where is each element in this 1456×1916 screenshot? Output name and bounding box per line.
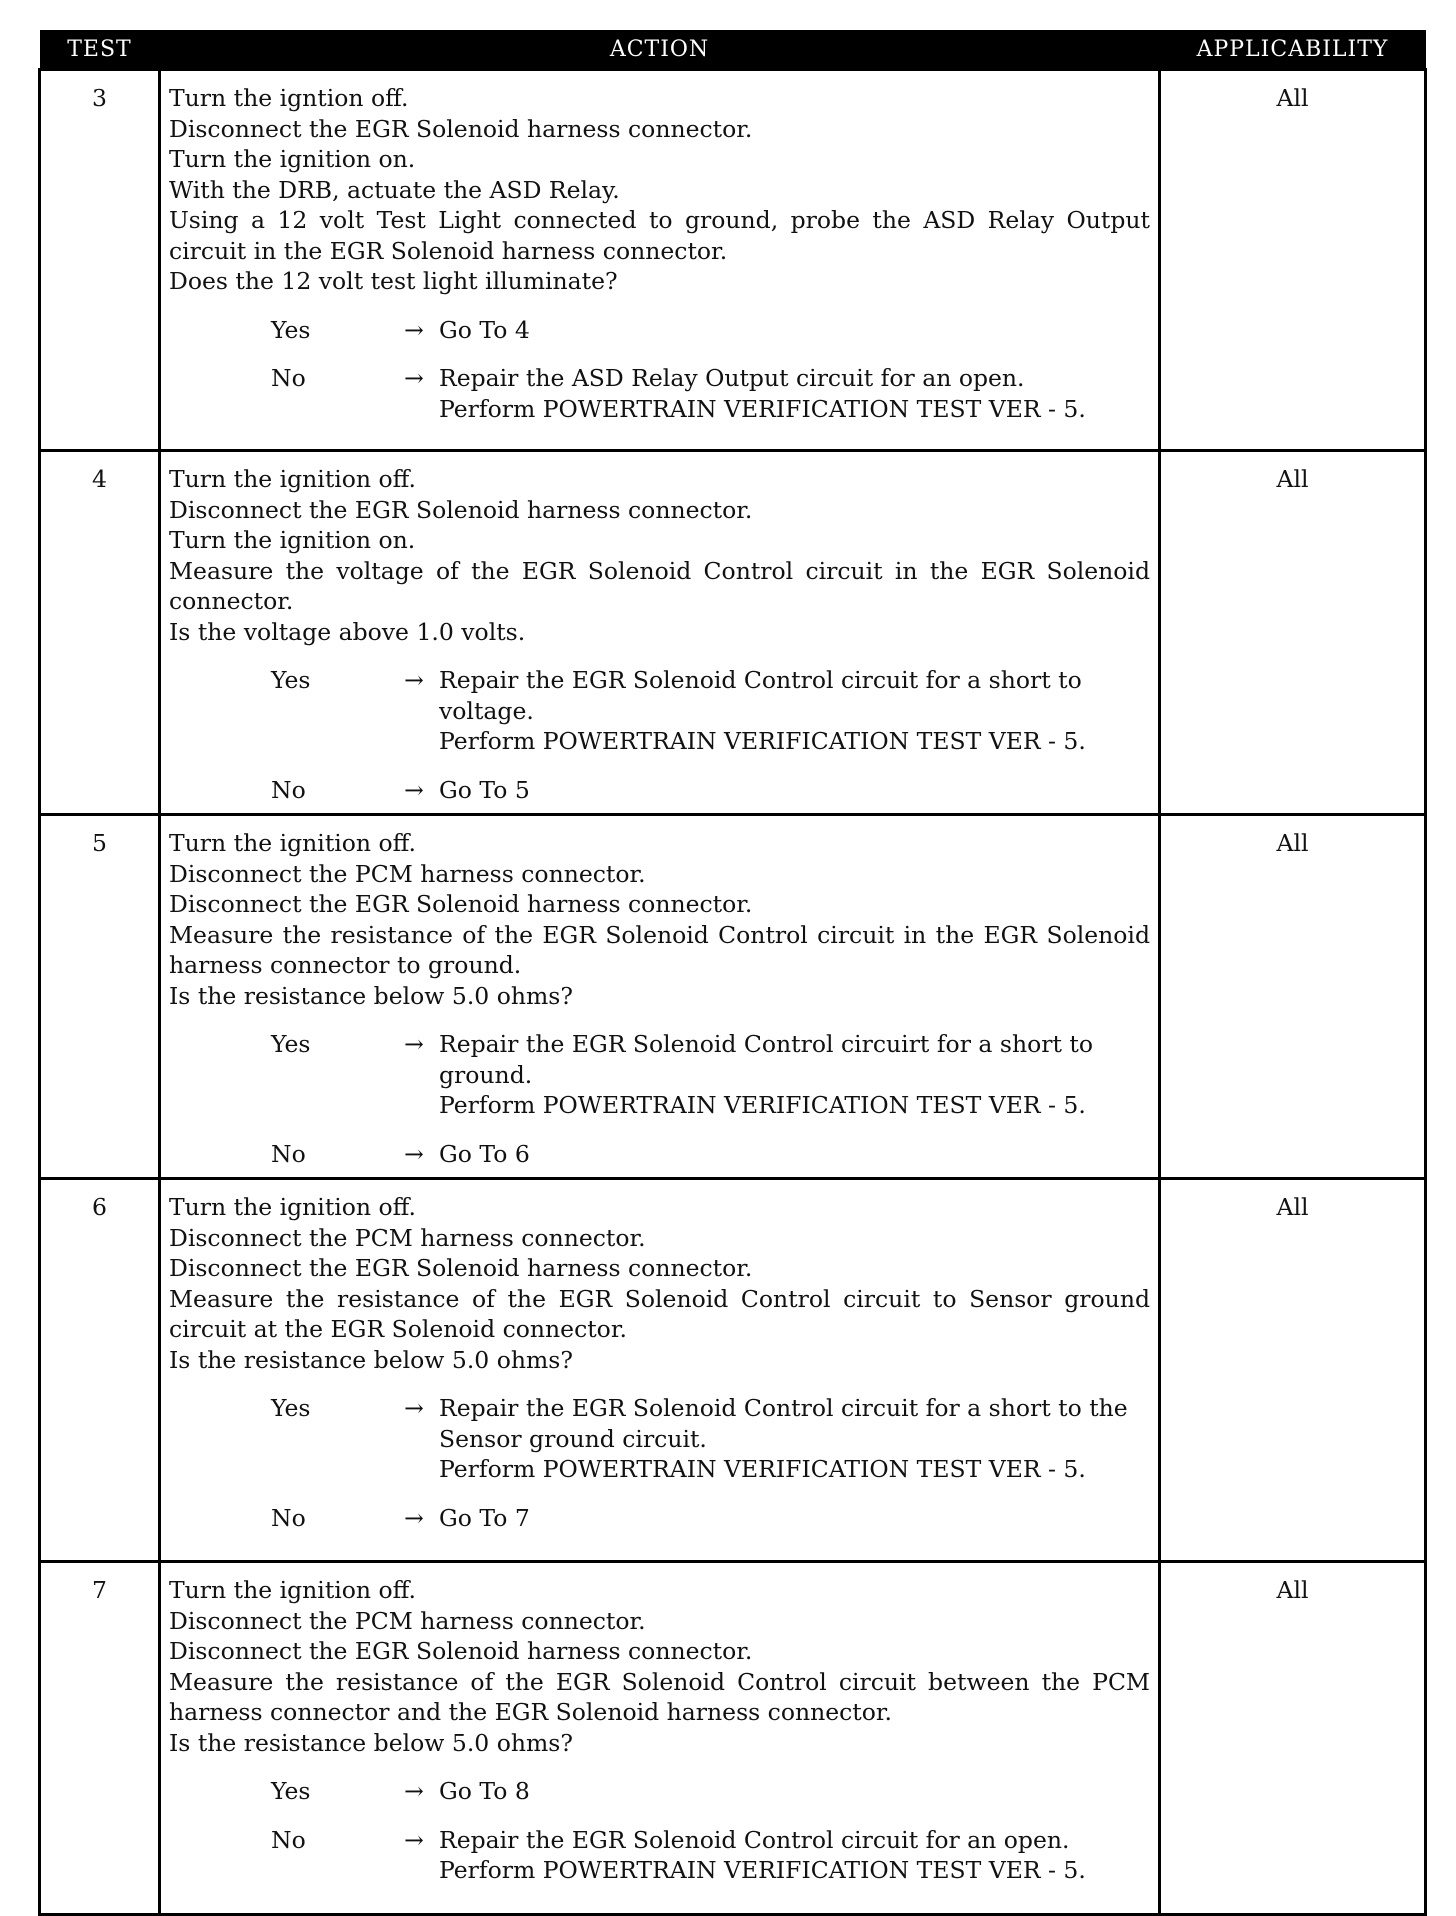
result-answer: Yes bbox=[271, 1030, 311, 1058]
action-step: Turn the ignition off. bbox=[169, 1193, 417, 1221]
result-answer-cell bbox=[169, 775, 389, 806]
result-outcome bbox=[439, 1776, 1150, 1807]
result-answer: No bbox=[271, 364, 306, 392]
result-outcome-line: Perform POWERTRAIN VERIFICATION TEST VER - 5. bbox=[439, 394, 1086, 423]
action-step: Is the resistance below 5.0 ohms? bbox=[169, 981, 573, 1010]
arrow-right-icon: → bbox=[404, 1139, 424, 1168]
result-answer: No bbox=[271, 775, 306, 804]
result-outcome-line: Perform POWERTRAIN VERIFICATION TEST VER - 5. bbox=[439, 1455, 1086, 1483]
result-answer-cell bbox=[169, 665, 389, 757]
arrow-right-icon: → bbox=[404, 1394, 424, 1422]
result-answer: No bbox=[271, 1503, 306, 1532]
action-step: Disconnect the EGR Solenoid harness connector. bbox=[169, 1637, 753, 1665]
action-step: Measure the resistance of the EGR Solenoid Control circuit between the PCM harness connector and the EGR Solenoid harness connector. bbox=[169, 1667, 1150, 1726]
result-outcome bbox=[439, 1139, 1150, 1170]
action-step: Does the 12 volt test light illuminate? bbox=[169, 267, 618, 295]
action-step: Disconnect the EGR Solenoid harness connector. bbox=[169, 495, 753, 524]
result-outcome-line: Repair the ASD Relay Output circuit for an open. bbox=[439, 364, 1025, 392]
action-cell bbox=[160, 451, 1160, 815]
test-number: 5 bbox=[40, 815, 160, 1179]
diagnostic-test-table bbox=[38, 30, 1424, 1916]
result-outcome-line: Go To 4 bbox=[439, 315, 530, 344]
result-outcome bbox=[439, 665, 1150, 757]
action-step: Measure the resistance of the EGR Solenoid Control circuit in the EGR Solenoid harness connector to ground. bbox=[169, 920, 1150, 979]
result-answer: Yes bbox=[271, 666, 311, 694]
arrow-right-icon: → bbox=[404, 1777, 424, 1805]
result-branch bbox=[169, 775, 1150, 806]
action-step: Is the resistance below 5.0 ohms? bbox=[169, 1345, 573, 1374]
action-step: Turn the ignition off. bbox=[169, 829, 417, 857]
result-answer: No bbox=[271, 1139, 306, 1168]
action-step: Using a 12 volt Test Light connected to ground, probe the ASD Relay Output circuit in the EGR Solenoid harness connector. bbox=[169, 206, 1150, 265]
table-row bbox=[40, 815, 1426, 1179]
result-answer: Yes bbox=[271, 1394, 311, 1422]
action-step: Disconnect the EGR Solenoid harness connector. bbox=[169, 114, 753, 143]
action-step: Measure the voltage of the EGR Solenoid Control circuit in the EGR Solenoid connector. bbox=[169, 556, 1150, 615]
table-row bbox=[40, 70, 1426, 451]
result-answer-cell bbox=[169, 1825, 389, 1886]
action-step: Measure the resistance of the EGR Solenoid Control circuit to Sensor ground circuit at the EGR Solenoid connector. bbox=[169, 1284, 1150, 1343]
arrow-right-icon: → bbox=[404, 364, 424, 392]
result-answer-cell bbox=[169, 1393, 389, 1485]
result-outcome-line: Perform POWERTRAIN VERIFICATION TEST VER - 5. bbox=[439, 727, 1086, 755]
action-step: Turn the ignition off. bbox=[169, 465, 417, 493]
applicability: All bbox=[1160, 451, 1426, 815]
action-steps bbox=[169, 1192, 1150, 1375]
table-row bbox=[40, 451, 1426, 815]
table-body bbox=[40, 70, 1426, 1915]
result-outcome-line: Go To 7 bbox=[439, 1503, 530, 1532]
result-outcome-line: Go To 5 bbox=[439, 775, 530, 804]
arrow-right-icon: → bbox=[404, 1825, 424, 1854]
result-outcome bbox=[439, 1029, 1150, 1121]
result-outcome bbox=[439, 363, 1150, 424]
result-outcome-line: Repair the EGR Solenoid Control circuit for a short to voltage. bbox=[439, 666, 1082, 725]
applicability: All bbox=[1160, 70, 1426, 451]
action-step: Is the resistance below 5.0 ohms? bbox=[169, 1728, 573, 1757]
result-answer-cell bbox=[169, 1776, 389, 1807]
action-cell bbox=[160, 70, 1160, 451]
action-step: Is the voltage above 1.0 volts. bbox=[169, 617, 526, 646]
result-answer-cell bbox=[169, 1139, 389, 1170]
action-step: Disconnect the PCM harness connector. bbox=[169, 1223, 646, 1252]
result-outcome bbox=[439, 315, 1150, 346]
arrow-right-icon: → bbox=[404, 666, 424, 694]
result-answer: Yes bbox=[271, 1777, 311, 1805]
action-cell bbox=[160, 1179, 1160, 1562]
result-branch bbox=[169, 1029, 1150, 1121]
arrow-right-icon: → bbox=[404, 1503, 424, 1532]
result-branch bbox=[169, 1825, 1150, 1886]
header-test: TEST bbox=[40, 30, 160, 70]
table-row bbox=[40, 1179, 1426, 1562]
applicability: All bbox=[1160, 815, 1426, 1179]
action-step: Disconnect the EGR Solenoid harness connector. bbox=[169, 890, 753, 918]
action-step: Disconnect the PCM harness connector. bbox=[169, 859, 646, 888]
test-number: 4 bbox=[40, 451, 160, 815]
action-step: Turn the ignition off. bbox=[169, 1576, 417, 1604]
action-steps bbox=[169, 464, 1150, 647]
result-answer-cell bbox=[169, 315, 389, 346]
action-step: Disconnect the EGR Solenoid harness connector. bbox=[169, 1254, 753, 1282]
result-answer-cell bbox=[169, 363, 389, 424]
result-answer-cell bbox=[169, 1503, 389, 1534]
result-outcome bbox=[439, 1393, 1150, 1485]
result-outcome-line: Repair the EGR Solenoid Control circuirt for a short to ground. bbox=[439, 1030, 1093, 1089]
action-cell bbox=[160, 815, 1160, 1179]
result-outcome-line: Go To 6 bbox=[439, 1139, 530, 1168]
test-number: 3 bbox=[40, 70, 160, 451]
result-branch bbox=[169, 363, 1150, 424]
action-steps bbox=[169, 83, 1150, 297]
test-number: 7 bbox=[40, 1562, 160, 1915]
result-outcome-line: Repair the EGR Solenoid Control circuit for a short to the Sensor ground circuit. bbox=[439, 1394, 1128, 1453]
result-branch bbox=[169, 1776, 1150, 1807]
applicability: All bbox=[1160, 1179, 1426, 1562]
action-steps bbox=[169, 828, 1150, 1011]
header-row bbox=[40, 30, 1426, 70]
test-table bbox=[38, 30, 1427, 1916]
result-outcome bbox=[439, 775, 1150, 806]
arrow-right-icon: → bbox=[404, 775, 424, 804]
arrow-right-icon: → bbox=[404, 315, 424, 344]
action-step: Turn the ignition on. bbox=[169, 526, 416, 554]
result-outcome-line: Perform POWERTRAIN VERIFICATION TEST VER - 5. bbox=[439, 1091, 1086, 1119]
result-outcome bbox=[439, 1503, 1150, 1534]
arrow-right-icon: → bbox=[404, 1030, 424, 1058]
result-branch bbox=[169, 1393, 1150, 1485]
action-cell bbox=[160, 1562, 1160, 1915]
result-branch bbox=[169, 315, 1150, 346]
header-applicability: APPLICABILITY bbox=[1160, 30, 1426, 70]
result-outcome-line: Repair the EGR Solenoid Control circuit for an open. bbox=[439, 1825, 1070, 1854]
action-step: With the DRB, actuate the ASD Relay. bbox=[169, 175, 620, 204]
result-branch bbox=[169, 1503, 1150, 1534]
result-answer-cell bbox=[169, 1029, 389, 1121]
action-step: Turn the ignition on. bbox=[169, 145, 416, 173]
result-answer: No bbox=[271, 1825, 306, 1854]
header-action: ACTION bbox=[160, 30, 1160, 70]
result-outcome-line: Go To 8 bbox=[439, 1777, 530, 1805]
table-row bbox=[40, 1562, 1426, 1915]
result-answer: Yes bbox=[271, 315, 311, 344]
test-number: 6 bbox=[40, 1179, 160, 1562]
action-steps bbox=[169, 1575, 1150, 1758]
action-step: Disconnect the PCM harness connector. bbox=[169, 1606, 646, 1635]
result-outcome-line: Perform POWERTRAIN VERIFICATION TEST VER - 5. bbox=[439, 1856, 1086, 1884]
applicability: All bbox=[1160, 1562, 1426, 1915]
result-outcome bbox=[439, 1825, 1150, 1886]
action-step: Turn the igntion off. bbox=[169, 84, 409, 112]
result-branch bbox=[169, 665, 1150, 757]
result-branch bbox=[169, 1139, 1150, 1170]
